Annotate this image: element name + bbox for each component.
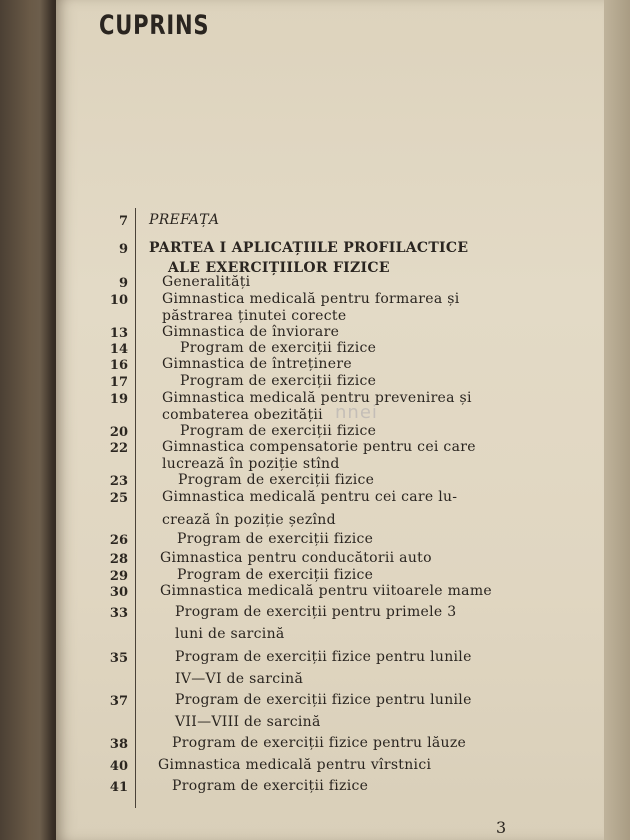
toc-entry-title: Program de exerciții fizice (180, 340, 377, 356)
toc-entry-title: Program de exerciții fizice (178, 472, 375, 488)
toc-entry-title: Gimnastica medicală pentru vîrstnici (158, 757, 432, 773)
page-number: 3 (496, 818, 507, 837)
toc-page-number: 30 (109, 585, 128, 600)
toc-entry-title: Program de exerciții fizice (177, 531, 374, 547)
toc-page-number: 22 (109, 441, 128, 456)
toc-entry-title: Program de exerciții fizice (177, 567, 374, 583)
toc-entry-continuation: luni de sarcină (175, 626, 285, 642)
toc-page-number: 10 (109, 293, 128, 308)
toc-page-number: 23 (109, 474, 128, 489)
toc-page-number: 25 (109, 491, 128, 506)
toc-page-number: 29 (109, 569, 128, 584)
toc-page-number: 19 (109, 392, 128, 407)
toc-page-number: 7 (118, 214, 128, 229)
page-title: CUPRINS (99, 10, 210, 41)
toc-entry-continuation: IV—VI de sarcină (175, 671, 304, 687)
toc-entry-title: Program de exerciții fizice pentru lăuze (172, 735, 467, 751)
toc-page-number: 9 (118, 242, 128, 257)
toc-entry-title: Gimnastica de înviorare (162, 324, 340, 340)
toc-page-number: 9 (118, 276, 128, 291)
watermark: nnei (335, 402, 378, 423)
toc-entry-continuation: crează în poziție șezînd (162, 512, 336, 528)
toc-entry-title: Gimnastica medicală pentru viitoarele mame (160, 583, 492, 599)
toc-entry-title: Gimnastica medicală pentru prevenirea și (162, 390, 472, 406)
toc-entry-title: Program de exerciții pentru primele 3 (175, 604, 457, 620)
toc-entry-title: Gimnastica de întreținere (162, 356, 352, 372)
toc-entry-title: PARTEA I APLICAȚIILE PROFILACTICE (149, 240, 469, 256)
toc-entry-title: Program de exerciții fizice pentru lunile (175, 692, 472, 708)
toc-entry-title: Gimnastica medicală pentru formarea și (162, 291, 460, 307)
toc-entry-continuation: combaterea obezității (162, 407, 323, 423)
toc-entry-continuation: ALE EXERCIȚIILOR FIZICE (168, 260, 390, 276)
toc-page-number: 33 (109, 606, 128, 621)
toc-entry-title: Gimnastica pentru conducătorii auto (160, 550, 432, 566)
toc-entry-title: Program de exerciții fizice pentru lunile (175, 649, 472, 665)
toc-page-number: 41 (109, 780, 128, 795)
toc-entry-title: Program de exerciții fizice (180, 373, 377, 389)
toc-entry-continuation: lucrează în poziție stînd (162, 456, 340, 472)
toc-page-number: 26 (109, 533, 128, 548)
toc-page-number: 37 (109, 694, 128, 709)
toc-entry-continuation: păstrarea ținutei corecte (162, 308, 347, 324)
toc-page-number: 35 (109, 651, 128, 666)
toc-entry-title: Generalități (162, 274, 251, 290)
toc-entry-continuation: VII—VIII de sarcină (175, 714, 321, 730)
toc-entry-title: Program de exerciții fizice (172, 778, 369, 794)
toc-page-number: 13 (109, 326, 128, 341)
toc-page-number: 16 (109, 358, 128, 373)
toc-page-number: 20 (109, 425, 128, 440)
toc-page-number: 14 (109, 342, 128, 357)
toc-entry-title: PREFAȚA (149, 212, 220, 228)
toc-entry-title: Gimnastica medicală pentru cei care lu- (162, 489, 458, 505)
toc-page-number: 38 (109, 737, 128, 752)
toc-page-number: 17 (109, 375, 128, 390)
toc-entry-title: Program de exerciții fizice (180, 423, 377, 439)
toc-entry-title: Gimnastica compensatorie pentru cei care (162, 439, 476, 455)
toc-page-number: 28 (109, 552, 128, 567)
toc-page-number: 40 (109, 759, 128, 774)
